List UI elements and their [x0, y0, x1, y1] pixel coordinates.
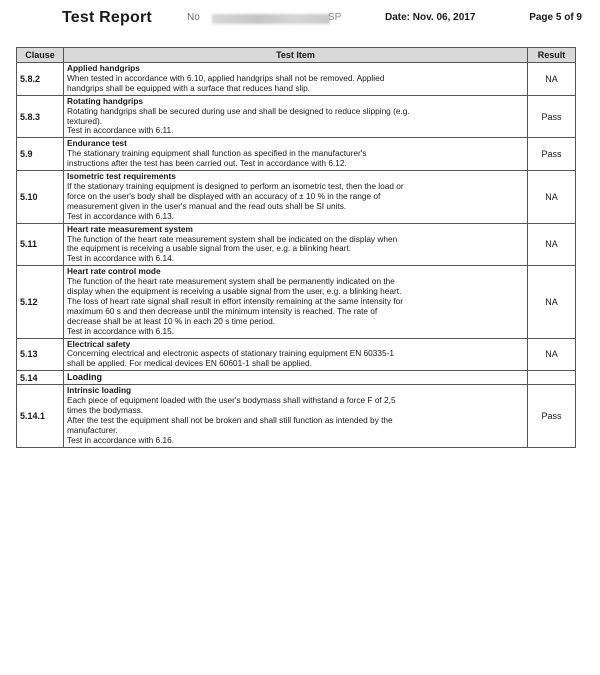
clause-column-header: Clause [17, 48, 64, 63]
test-item-cell [64, 138, 528, 171]
test-item-title: Applied handgrips [67, 63, 140, 73]
report-date: Date: Nov. 06, 2017 [385, 12, 476, 23]
test-item-text-line: display when the equipment is receiving a usable signal from the user, e.g. a blinking heart. [67, 286, 402, 297]
test-item-text-line: Each piece of equipment loaded with the user's bodymass shall withstand a force F of 2,5 [67, 395, 396, 406]
table-row [17, 338, 576, 371]
table-row [17, 138, 576, 171]
test-item-text-line: When tested in accordance with 6.10, applied handgrips shall not be removed. Applied [67, 72, 385, 83]
test-item-text-line: Rotating handgrips shall be secured during use and shall be designed to reduce slipping (e.g. [67, 105, 410, 116]
test-item-cell [64, 171, 528, 224]
test-item-title: Rotating handgrips [67, 95, 144, 106]
table-row [17, 171, 576, 224]
test-item-text-line: Test in accordance with 6.15. [67, 325, 174, 336]
test-item-text-line: If the stationary training equipment is designed to perform an isometric test, then the load or [67, 180, 404, 191]
test-item-cell [64, 63, 528, 96]
clause-number: 5.13 [17, 338, 64, 371]
report-number-suffix: SP [328, 12, 342, 23]
clause-number: 5.14 [17, 371, 64, 385]
test-item-title: Heart rate measurement system [67, 223, 193, 234]
clause-number: 5.14.1 [17, 385, 64, 447]
result-value: Pass [528, 95, 576, 138]
clause-number: 5.10 [17, 171, 64, 224]
test-item-text-line: After the test the equipment shall not be broken and shall still function as intended by the [67, 415, 393, 425]
report-title: Test Report [62, 9, 152, 26]
test-item-title: Endurance test [67, 138, 127, 149]
test-item-text-line: Test in accordance with 6.14. [67, 253, 174, 264]
result-value: NA [528, 338, 576, 371]
result-column-header: Result [528, 48, 576, 63]
report-number-label: No [187, 12, 200, 23]
test-item-text-line: measurement given in the user's manual and the read outs shall be SI units. [67, 200, 347, 211]
test-item-cell [64, 338, 528, 371]
test-item-text-line: times the bodymass. [67, 405, 144, 416]
test-results-table [16, 47, 576, 448]
test-item-text-line: Test in accordance with 6.13. [67, 210, 174, 221]
page-indicator: Page 5 of 9 [529, 12, 582, 23]
test-item-cell [64, 95, 528, 138]
test-item-cell [64, 371, 528, 385]
clause-number: 5.8.2 [17, 63, 64, 96]
test-item-column-header: Test Item [64, 48, 528, 63]
test-item-title: Intrinsic loading [67, 385, 132, 396]
result-value: Pass [528, 138, 576, 171]
table-header-row [17, 48, 576, 63]
table-row [17, 385, 576, 447]
test-item-cell [64, 385, 528, 447]
result-value: NA [528, 63, 576, 96]
test-item-text-line: decrease shall be at least 10 % in each 20 s time period. [67, 315, 276, 326]
test-item-title: Isometric test requirements [67, 171, 176, 182]
report-header [16, 8, 584, 30]
test-item-text-line: force on the user's body shall be displayed with an accuracy of ± 10 % in the range of [67, 190, 381, 201]
test-item-text-line: textured). [67, 115, 103, 126]
test-item-text-line: the equipment is receiving a usable signal from the user, e.g. a blinking heart. [67, 243, 352, 254]
table-row [17, 63, 576, 96]
test-item-title: Heart rate control mode [67, 266, 161, 277]
table-row [17, 95, 576, 138]
test-item-text-line: The stationary training equipment shall function as specified in the manufacturer's [67, 148, 367, 159]
test-item-text-line: The function of the heart rate measurement system shall be indicated on the display when [67, 233, 398, 244]
redacted-report-number [212, 14, 330, 24]
test-item-title: Electrical safety [67, 338, 131, 349]
clause-number: 5.8.3 [17, 95, 64, 138]
test-item-text-line: The function of the heart rate measurement system shall be permanently indicated on the [67, 276, 395, 287]
test-item-text-line: The loss of heart rate signal shall result in effort intensity remaining at the same intensity for [67, 295, 404, 306]
table-row [17, 223, 576, 266]
test-item-text-line: maximum 60 s and then decrease until the minimum intensity is reached. The rate of [67, 305, 378, 316]
test-item-text-line: shall be applied. For medical devices EN 60601-1 shall be applied. [67, 358, 312, 369]
test-item-cell [64, 223, 528, 266]
table-row [17, 371, 576, 385]
result-value: NA [528, 223, 576, 266]
result-value: NA [528, 266, 576, 338]
test-item-text-line: Test in accordance with 6.16. [67, 434, 174, 445]
clause-number: 5.12 [17, 266, 64, 338]
test-item-text-line: Test in accordance with 6.11. [67, 125, 174, 136]
table-row [17, 266, 576, 338]
clause-number: 5.9 [17, 138, 64, 171]
test-item-cell [64, 266, 528, 338]
result-value: Pass [528, 385, 576, 447]
result-value: NA [528, 171, 576, 224]
test-item-text-line: handgrips shall be equipped with a surface that reduces hand slip. [67, 82, 311, 93]
test-item-title: Loading [67, 371, 102, 382]
test-item-text-line: Concerning electrical and electronic aspects of stationary training equipment EN 60335-1 [67, 348, 394, 359]
result-value [528, 371, 576, 385]
clause-number: 5.11 [17, 223, 64, 266]
test-item-text-line: manufacturer. [67, 424, 118, 435]
test-item-text-line: instructions after the test has been carried out. Test in accordance with 6.12. [67, 158, 347, 169]
